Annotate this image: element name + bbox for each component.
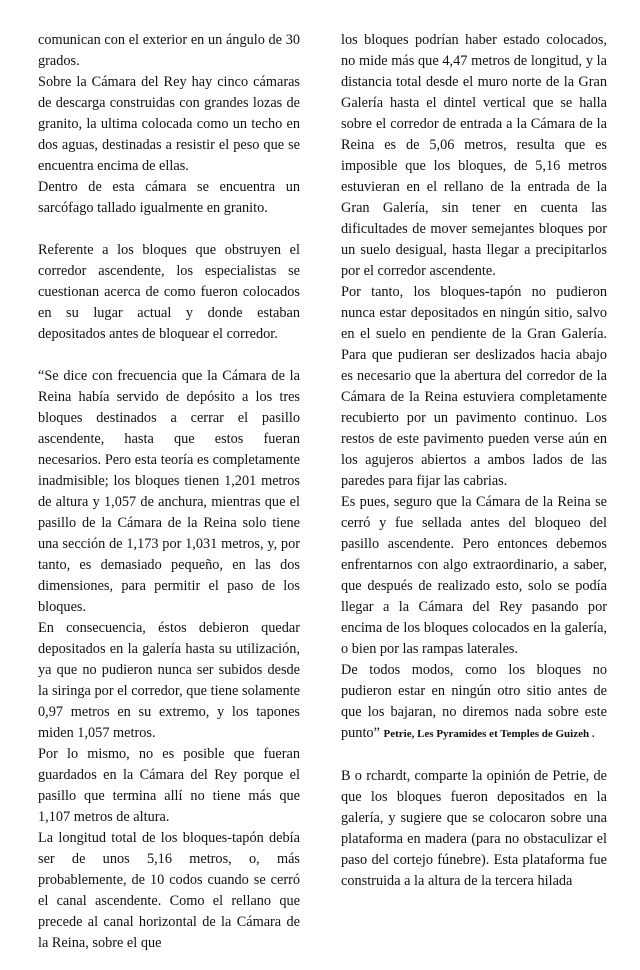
paragraph: Sobre la Cámara del Rey hay cinco cámaras de descarga construidas con grandes lozas de granito, la ultima colocada como un techo en dos aguas, destinadas a resistir el peso que se encuentra encima de ellas. <box>38 74 300 174</box>
paragraph-gap <box>341 745 607 766</box>
right-column <box>341 30 607 892</box>
quote-paragraph: Por tanto, los bloques-tapón no pudieron nunca estar depositados en ningún sitio, salvo en el suelo en pendiente de la Gran Galería. Para que pudieran ser deslizados hacia abajo es necesario que la abertura del corredor de la Cámara de la Reina estuviera completamente recubierto por un pavimento continuo. Los restos de este pavimento pueden verse aún en los agujeros abiertos a ambos lados de las paredes para fijar las cabrias. <box>341 284 607 489</box>
paragraph-gap <box>38 345 300 366</box>
paragraph: comunican con el exterior en un ángulo de 30 grados. <box>38 32 300 69</box>
quote-paragraph: En consecuencia, éstos debieron quedar depositados en la galería hasta su utilización, ya que no pudieron nunca ser subidos desde la siringa por el corredor, que tiene solamente 0,97 metros en su extremo, y los tapones miden 1,057 metros. <box>38 620 300 741</box>
paragraph: B o rchardt, comparte la opinión de Petrie, de que los bloques fueron depositados en la galería, y sugiere que se colocaron sobre una plataforma en madera (para no obstaculizar el paso del cortejo fúnebre). Esta plataforma fue construida a la altura de la tercera hilada <box>341 768 607 889</box>
quote-paragraph: Es pues, seguro que la Cámara de la Reina se cerró y fue sellada antes del bloqueo del pasillo ascendente. Pero entonces debemos enfrentarnos con algo extraordinario, a saber, que después de realizado esto, solo se podía llegar a la Cámara del Rey pasando por encima de los bloques colocados en la galería, o bien por las rampas laterales. <box>341 494 607 657</box>
paragraph: Dentro de esta cámara se encuentra un sarcófago tallado igualmente en granito. <box>38 179 300 216</box>
quote-paragraph: Por lo mismo, no es posible que fueran guardados en la Cámara del Rey porque el pasillo que termina allí no tiene más que 1,107 metros de altura. <box>38 746 300 825</box>
paragraph-gap <box>38 219 300 240</box>
paragraph: Referente a los bloques que obstruyen el corredor ascendente, los especialistas se cuestionan acerca de como fueron colocados en su lugar actual y donde estaban depositados antes de bloquear el corredor. <box>38 242 300 342</box>
quote-text: De todos modos, como los bloques no pudieron estar en ningún otro sitio antes de que los bajaran, no diremos nada sobre este punto” <box>341 662 607 741</box>
quote-paragraph: los bloques podrían haber estado colocados, no mide más que 4,47 metros de longitud, y la distancia total desde el muro norte de la Gran Galería hasta el dintel vertical que se halla sobre el corredor de entrada a la Cámara de la Reina es de 5,06 metros, resulta que es imposible que los bloques, de 5,16 metros estuvieran en el rellano de la entrada de la Gran Galería, sin tener en cuenta las dificultades de mover semejantes bloques por un suelo desigual, hasta llegar a precipitarlos por el corredor ascendente. <box>341 32 607 279</box>
quote-paragraph: “Se dice con frecuencia que la Cámara de la Reina había servido de depósito a los tres bloques destinados a cerrar el pasillo ascendente, hasta que estos fueran necesarios. Pero esta teoría es completamente inadmisible; los bloques tienen 1,201 metros de altura y 1,057 de anchura, mientras que el pasillo de la Cámara de la Reina solo tiene una sección de 1,173 por 1,031 metros, y, por tanto, es demasiado pequeño, en las dos dimensiones, para permitir el paso de los bloques. <box>38 368 300 615</box>
left-column <box>38 30 300 954</box>
citation: Petrie, Les Pyramides et Temples de Guizeh . <box>383 728 595 740</box>
quote-paragraph-final <box>341 660 607 745</box>
quote-paragraph: La longitud total de los bloques-tapón debía ser de unos 5,16 metros, o, más probablemente, de 10 codos cuando se cerró el canal ascendente. Como el rellano que precede al canal horizontal de la Cámara de la Reina, sobre el que <box>38 830 300 951</box>
